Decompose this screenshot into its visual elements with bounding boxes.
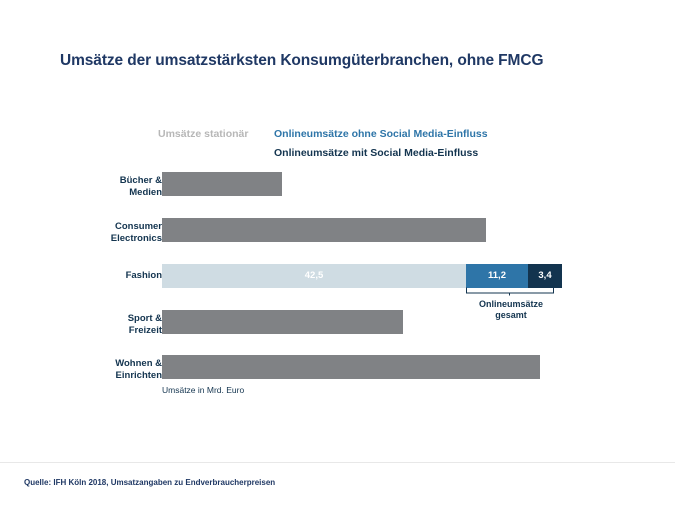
annotation-online-gesamt xyxy=(456,299,566,321)
category-label-fashion xyxy=(126,270,162,282)
category-label-buecher-medien xyxy=(120,175,162,198)
source-note: Quelle: IFH Köln 2018, Umsatzangaben zu Endverbraucherpreisen xyxy=(24,478,276,487)
legend-item-online-mit: Onlineumsätze mit Social Media-Einfluss xyxy=(274,147,479,159)
bar-segment-stationaer xyxy=(162,355,540,379)
category-label-line: Wohnen & xyxy=(115,358,162,369)
table-row xyxy=(162,218,486,242)
legend-item-online-ohne: Onlineumsätze ohne Social Media-Einfluss xyxy=(274,128,488,140)
category-label-line: Medien xyxy=(129,186,162,198)
axis-note: Umsätze in Mrd. Euro xyxy=(162,385,245,395)
legend-item-stationaer: Umsätze stationär xyxy=(158,128,249,140)
category-label-wohnen-einrichten xyxy=(115,358,162,381)
bar-segment-stationaer xyxy=(162,310,403,334)
bar-value-online-mit: 3,4 xyxy=(538,270,552,281)
bar-segment-online-mit xyxy=(528,264,562,288)
category-label-line: Fashion xyxy=(125,270,162,281)
category-label-line: Electronics xyxy=(110,232,162,244)
bar-value-online-ohne: 11,2 xyxy=(488,270,506,281)
category-label-sport-freizeit xyxy=(128,313,162,336)
table-row xyxy=(162,355,540,379)
category-label-line: Einrichten xyxy=(115,369,162,381)
category-label-line: Consumer xyxy=(115,221,162,232)
category-label-consumer-electronics xyxy=(111,221,162,244)
page-title: Umsätze der umsatzstärksten Konsumgüterbranchen, ohne FMCG xyxy=(60,52,544,69)
annotation-line-2: gesamt xyxy=(495,310,527,320)
table-row xyxy=(162,264,552,288)
table-row xyxy=(162,172,282,196)
bar-segment-stationaer xyxy=(162,172,282,196)
bar-segment-stationaer xyxy=(162,264,466,288)
category-label-line: Sport & xyxy=(127,313,162,324)
footer-divider xyxy=(0,462,675,463)
category-label-line: Bücher & xyxy=(119,175,162,186)
bar-segment-online-ohne xyxy=(466,264,528,288)
table-row xyxy=(162,310,403,334)
bar-value-stationaer: 42,5 xyxy=(304,270,324,281)
category-label-line: Freizeit xyxy=(128,324,162,336)
bar-segment-stationaer xyxy=(162,218,486,242)
brace-icon xyxy=(466,287,554,296)
annotation-line-1: Onlineumsätze xyxy=(478,299,543,309)
